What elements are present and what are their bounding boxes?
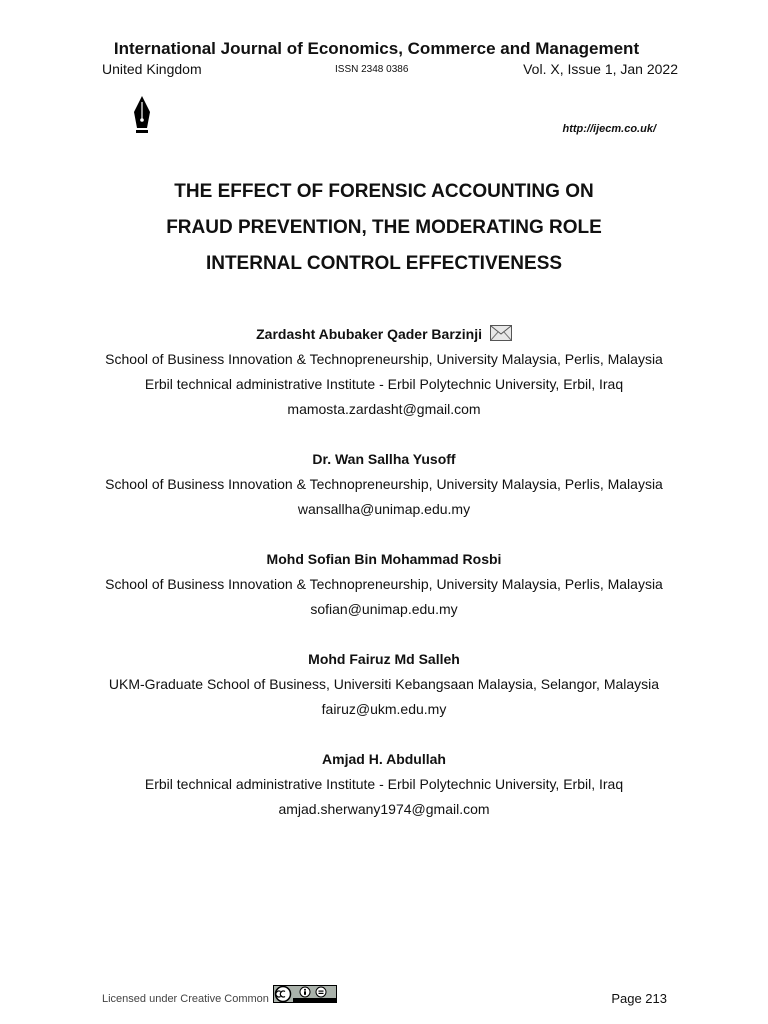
author-email[interactable]: amjad.sherwany1974@gmail.com <box>278 801 490 817</box>
author-block <box>0 447 768 522</box>
author-affiliation: School of Business Innovation & Technopreneurship, University Malaysia, Perlis, Malaysia <box>105 476 663 492</box>
paper-title <box>0 174 768 282</box>
journal-title: International Journal of Economics, Commerce and Management <box>113 39 640 58</box>
author-email[interactable]: wansallha@unimap.edu.my <box>297 501 471 517</box>
license-text: Licensed under Creative Common <box>102 993 269 1005</box>
author-affiliation: School of Business Innovation & Technopreneurship, University Malaysia, Perlis, Malaysia <box>105 351 663 367</box>
author-block <box>0 547 768 622</box>
paper-title-line: FRAUD PREVENTION, THE MODERATING ROLE <box>166 217 602 238</box>
journal-issn: ISSN 2348 0386 <box>335 64 409 75</box>
author-affiliation: Erbil technical administrative Institute - Erbil Polytechnic University, Erbil, Iraq <box>144 776 624 792</box>
paper-title-line: INTERNAL CONTROL EFFECTIVENESS <box>205 253 563 274</box>
creative-commons-badge-icon[interactable] <box>273 985 337 1003</box>
page-number: Page 213 <box>611 991 667 1006</box>
author-list <box>0 322 768 847</box>
journal-country: United Kingdom <box>102 61 202 77</box>
author-block <box>0 322 768 422</box>
journal-url-link[interactable]: http://ijecm.co.uk/ <box>562 123 656 135</box>
author-name: Zardasht Abubaker Qader Barzinji <box>256 326 482 342</box>
fountain-pen-nib-icon <box>130 94 154 138</box>
envelope-icon[interactable] <box>490 325 512 341</box>
journal-volume: Vol. X, Issue 1, Jan 2022 <box>523 61 678 77</box>
author-name: Amjad H. Abdullah <box>322 751 446 767</box>
author-affiliation: UKM-Graduate School of Business, Universiti Kebangsaan Malaysia, Selangor, Malaysia <box>108 676 660 692</box>
author-email[interactable]: mamosta.zardasht@gmail.com <box>287 401 481 417</box>
author-block <box>0 647 768 722</box>
author-email[interactable]: fairuz@ukm.edu.my <box>321 701 447 717</box>
author-affiliation: School of Business Innovation & Technopreneurship, University Malaysia, Perlis, Malaysia <box>105 576 663 592</box>
author-affiliation: Erbil technical administrative Institute - Erbil Polytechnic University, Erbil, Iraq <box>144 376 624 392</box>
author-name: Mohd Sofian Bin Mohammad Rosbi <box>266 551 502 567</box>
author-name: Dr. Wan Sallha Yusoff <box>312 451 456 467</box>
author-email[interactable]: sofian@unimap.edu.my <box>310 601 458 617</box>
paper-title-line: THE EFFECT OF FORENSIC ACCOUNTING ON <box>174 181 594 202</box>
author-name: Mohd Fairuz Md Salleh <box>308 651 460 667</box>
author-block <box>0 747 768 822</box>
